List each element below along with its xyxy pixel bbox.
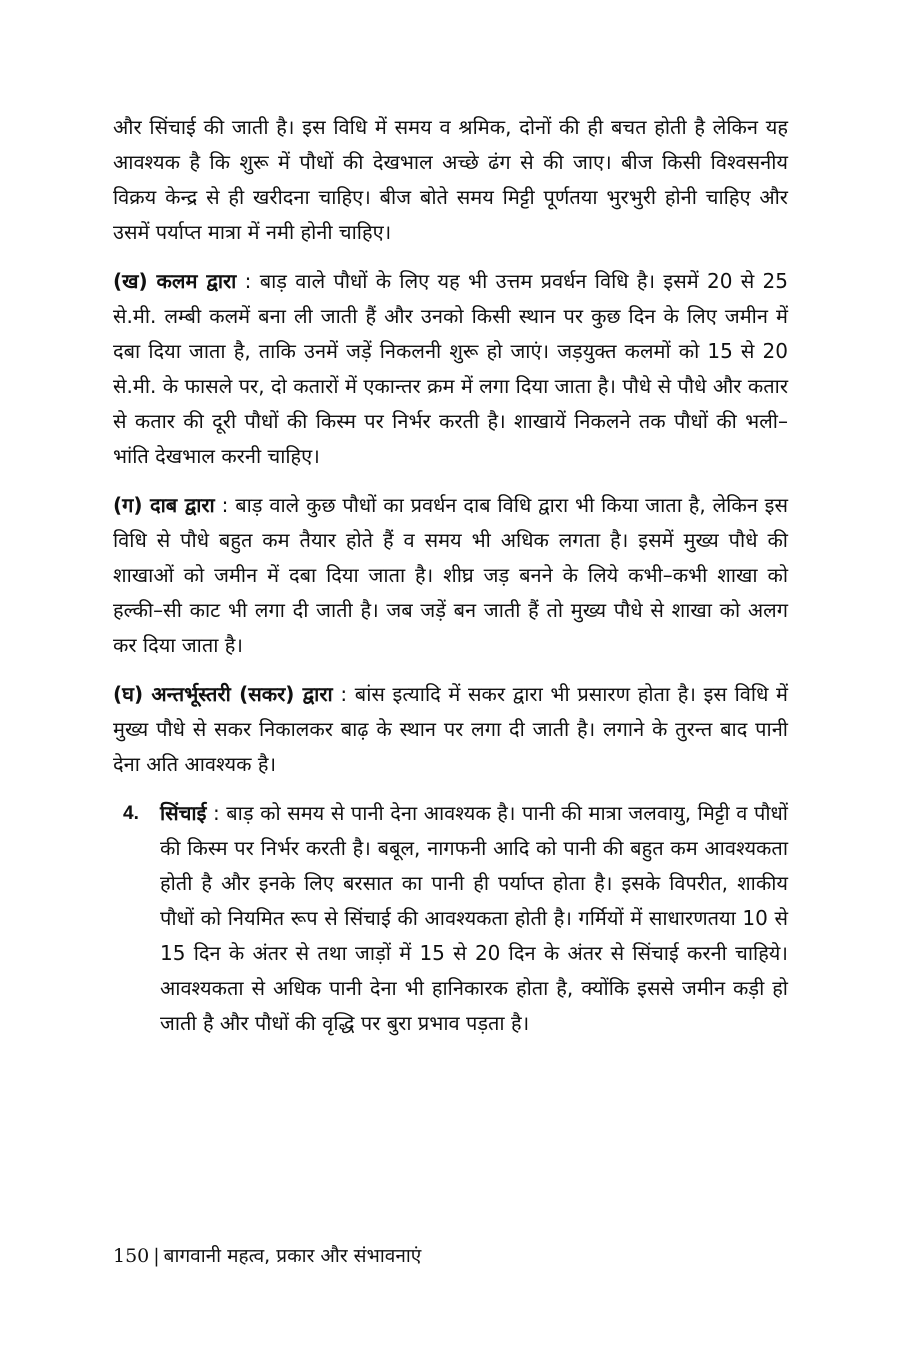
sinchai-section	[113, 796, 788, 1041]
daab-text: : बाड़ वाले कुछ पौधों का प्रवर्धन दाब विधि द्वारा भी किया जाता है, लेकिन इस विधि से पौधे बहुत कम तैयार होते हैं व समय भी अधिक लगता है। इसमें मुख्य पौधे की शाखाओं को जमीन में दबा दिया जाता है। शीघ्र जड़ बनने के लिये कभी–कभी शाखा को हल्की–सी काट भी लगा दी जाती है। जब जड़ें बन जाती हैं तो मुख्य पौधे से शाखा को अलग कर दिया जाता है।	[113, 493, 788, 657]
sinchai-heading: सिंचाई	[160, 801, 207, 825]
daab-paragraph	[113, 488, 788, 663]
sinchai-text: : बाड़ को समय से पानी देना आवश्यक है। पानी की मात्रा जलवायु, मिट्टी व पौधों की किस्म पर निर्भर करती है। बबूल, नागफनी आदि को पानी की बहुत कम आवश्यकता होती है और इनके लिए बरसात का पानी ही पर्याप्त होता है। इसके विपरीत, शाकीय पौधों को नियमित रूप से सिंचाई की आवश्यकता होती है। गर्मियों में साधारणतया 10 से 15 दिन के अंतर से तथा जाड़ों में 15 से 20 दिन के अंतर से सिंचाई करनी चाहिये।आवश्यकता से अधिक पानी देना भी हानिकारक होता है, क्योंकि इससे जमीन कड़ी हो जाती है और पौधों की वृद्धि पर बुरा प्रभाव पड़ता है।	[160, 801, 788, 1035]
kalam-heading: (ख) कलम द्वारा	[113, 269, 237, 293]
kalam-text: : बाड़ वाले पौधों के लिए यह भी उत्तम प्रवर्धन विधि है। इसमें 20 से 25 से.मी. लम्बी कलमें बना ली जाती हैं और उनको किसी स्थान पर कुछ दिन के लिए जमीन में दबा दिया जाता है, ताकि उनमें जड़ें निकलनी शुरू हो जाएं। जड़युक्त कलमों को 15 से 20 से.मी. के फासले पर, दो कतारों में एकान्तर क्रम में लगा दिया जाता है। पौधे से पौधे और कतार से कतार की दूरी पौधों की किस्म पर निर्भर करती है। शाखायें निकलने तक पौधों की भली–भांति देखभाल करनी चाहिए।	[113, 269, 788, 468]
page-number: 150	[113, 1245, 150, 1267]
intro-paragraph: और सिंचाई की जाती है। इस विधि में समय व श्रमिक, दोनों की ही बचत होती है लेकिन यह आवश्यक है कि शुरू में पौधों की देखभाल अच्छे ढंग से की जाए। बीज किसी विश्वसनीय विक्रय केन्द्र से ही खरीदना चाहिए। बीज बोते समय मिट्टी पूर्णतया भुरभुरी होनी चाहिए और उसमें पर्याप्त मात्रा में नमी होनी चाहिए।	[113, 115, 788, 244]
sakar-paragraph	[113, 677, 788, 782]
page-body	[113, 110, 788, 1055]
page-footer	[113, 1242, 421, 1270]
section-number: 4.	[123, 803, 139, 824]
book-title: बागवानी महत्व, प्रकार और संभावनाएं	[163, 1245, 422, 1267]
kalam-paragraph	[113, 264, 788, 474]
footer-separator: |	[153, 1245, 160, 1267]
sakar-heading: (घ) अन्तर्भूस्तरी (सकर) द्वारा	[113, 682, 333, 706]
daab-heading: (ग) दाब द्वारा	[113, 493, 215, 517]
sakar-text: : बांस इत्यादि में सकर द्वारा भी प्रसारण होता है। इस विधि में मुख्य पौधे से सकर निकालकर बाढ़ के स्थान पर लगा दी जाती है। लगाने के तुरन्त बाद पानी देना अति आवश्यक है।	[113, 682, 789, 776]
